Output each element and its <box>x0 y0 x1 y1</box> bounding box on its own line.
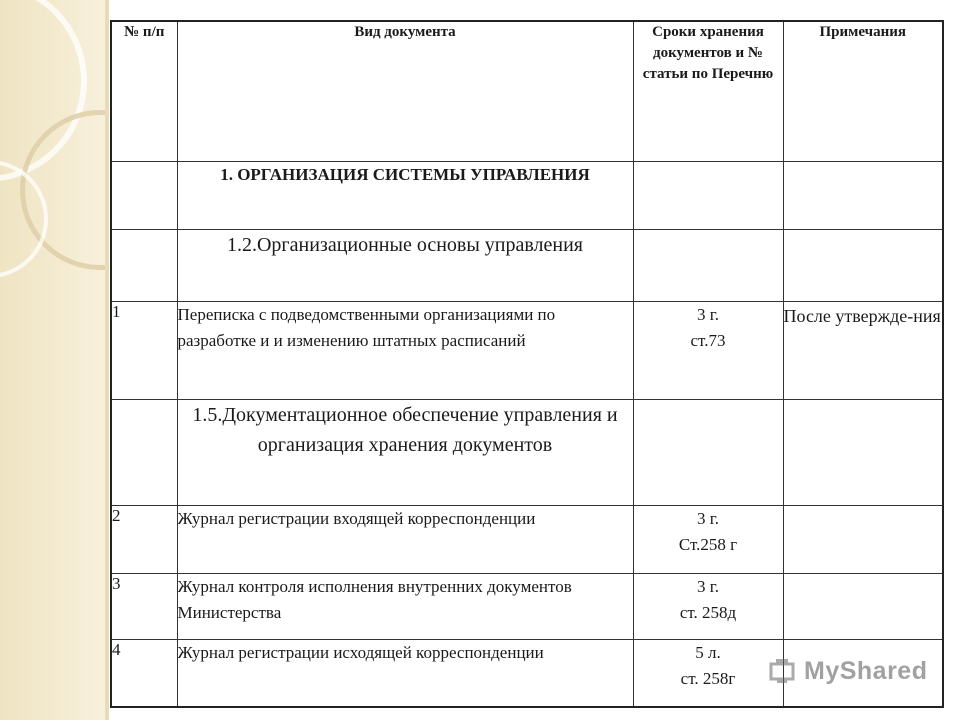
table-header-row <box>111 21 943 161</box>
retention-schedule-table <box>110 20 944 708</box>
watermark <box>768 656 927 686</box>
empty-cell <box>111 229 177 301</box>
empty-cell <box>783 229 943 301</box>
table-row <box>111 301 943 399</box>
section-row <box>111 161 943 229</box>
decorative-side-panel <box>0 0 105 720</box>
term-period: 3 г. <box>696 576 720 596</box>
row-retention-term <box>633 301 783 399</box>
term-article: ст. 258г <box>680 668 736 688</box>
row-number: 4 <box>111 639 177 707</box>
empty-cell <box>633 229 783 301</box>
header-number: № п/п <box>111 21 177 161</box>
row-note <box>783 573 943 639</box>
subsection-row <box>111 229 943 301</box>
row-number: 3 <box>111 573 177 639</box>
table-row <box>111 573 943 639</box>
header-retention-term: Сроки хранения документов и № статьи по Перечню <box>633 21 783 161</box>
row-note: После утвержде-ния <box>783 301 943 399</box>
row-document-type: Переписка с подведомственными организациями по разработке и и изменению штатных расписаний <box>177 301 633 399</box>
section-title: 1. ОРГАНИЗАЦИЯ СИСТЕМЫ УПРАВЛЕНИЯ <box>177 161 633 229</box>
empty-cell <box>633 399 783 505</box>
header-notes: Примечания <box>783 21 943 161</box>
empty-cell <box>633 161 783 229</box>
subsection-row <box>111 399 943 505</box>
row-retention-term <box>633 573 783 639</box>
subsection-title: 1.2.Организационные основы управления <box>177 229 633 301</box>
table-row <box>111 505 943 573</box>
row-document-type: Журнал контроля исполнения внутренних документов Министерства <box>177 573 633 639</box>
row-note <box>783 505 943 573</box>
row-number: 1 <box>111 301 177 399</box>
term-period: 3 г. <box>696 508 720 528</box>
term-period: 5 л. <box>695 642 721 662</box>
header-document-type: Вид документа <box>177 21 633 161</box>
term-period: 3 г. <box>696 304 720 324</box>
term-article: Ст.258 г <box>678 534 738 554</box>
empty-cell <box>783 399 943 505</box>
row-retention-term <box>633 505 783 573</box>
empty-cell <box>111 399 177 505</box>
term-article: ст. 258д <box>679 602 737 622</box>
row-document-type: Журнал регистрации исходящей корреспонденции <box>177 639 633 707</box>
row-number: 2 <box>111 505 177 573</box>
row-document-type: Журнал регистрации входящей корреспонденции <box>177 505 633 573</box>
myshared-logo-icon <box>768 656 798 686</box>
subsection-title: 1.5.Документационное обеспечение управления и организация хранения документов <box>177 399 633 505</box>
row-retention-term <box>633 639 783 707</box>
decorative-stripe <box>105 0 109 720</box>
empty-cell <box>783 161 943 229</box>
watermark-text: MyShared <box>804 656 928 685</box>
empty-cell <box>111 161 177 229</box>
term-article: ст.73 <box>690 330 726 350</box>
